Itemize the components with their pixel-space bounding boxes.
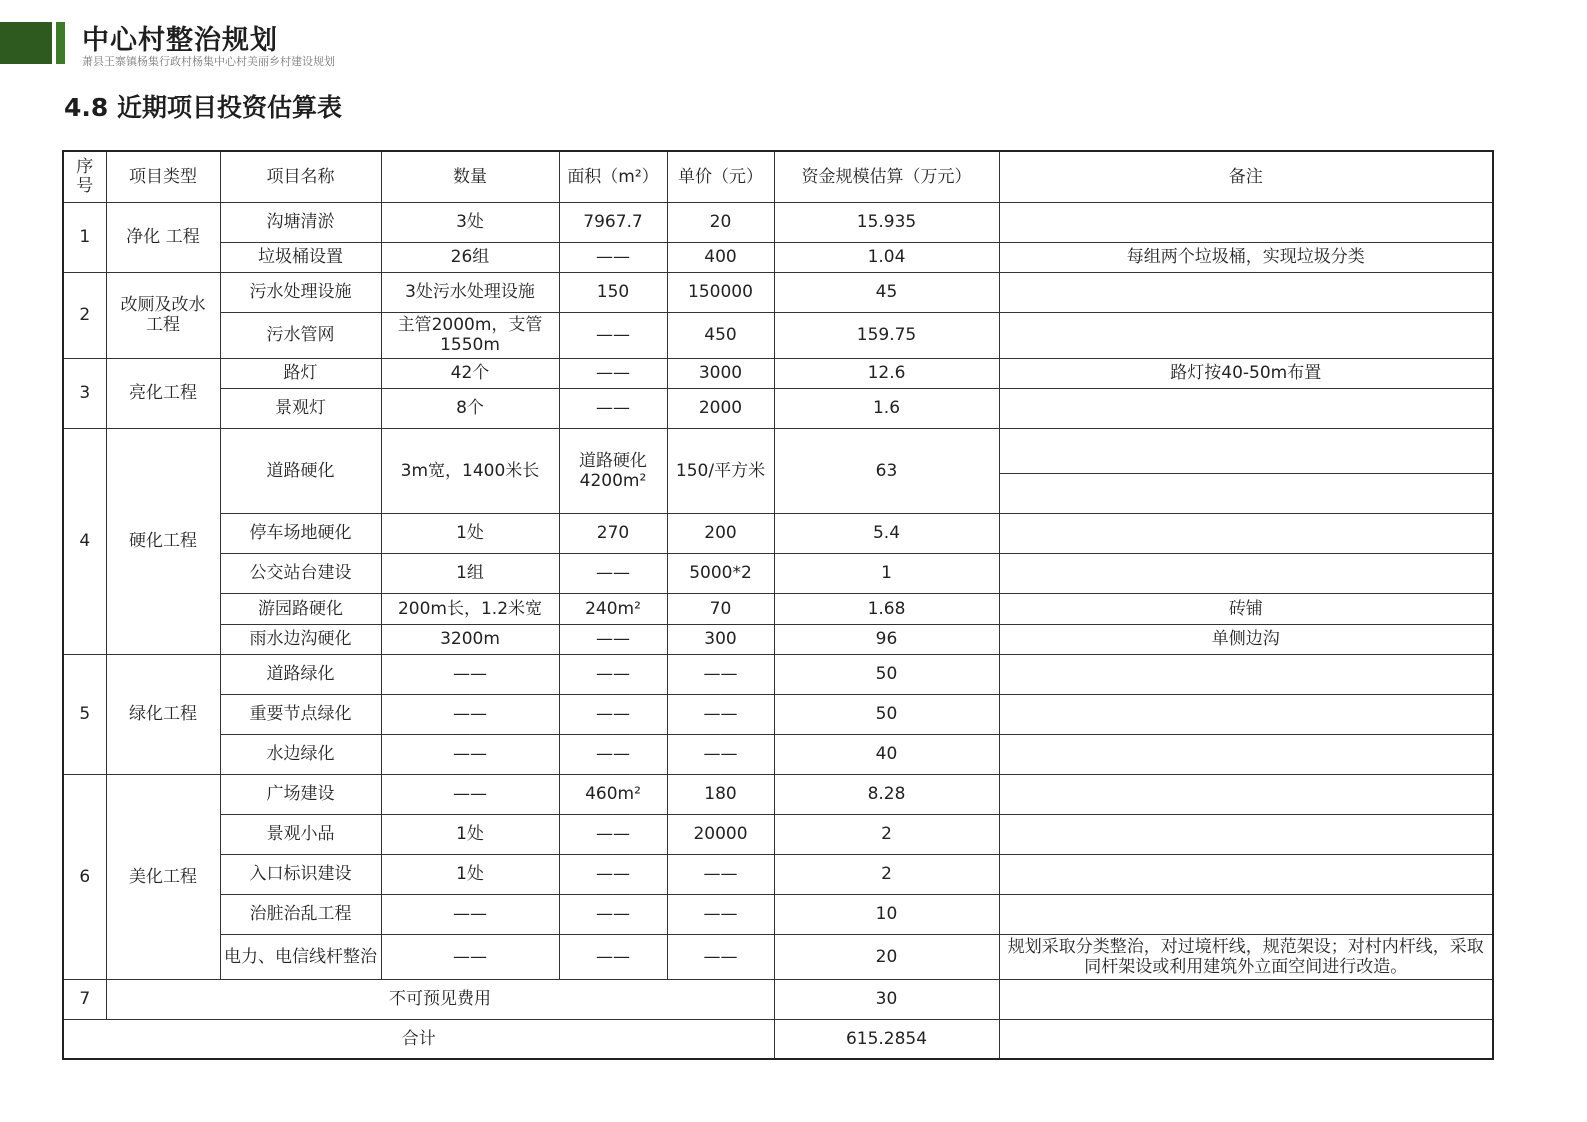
table-row (63, 428, 1493, 473)
table-row (63, 624, 1493, 654)
qty-cell: 26组 (381, 242, 559, 272)
name-cell: 雨水边沟硬化 (220, 624, 381, 654)
page-subtitle: 萧县王寨镇杨集行政村杨集中心村美丽乡村建设规划 (82, 55, 335, 68)
table-row (63, 774, 1493, 814)
price-cell: 3000 (667, 358, 774, 388)
fund-cell: 50 (774, 694, 999, 734)
logo-bar (56, 22, 65, 64)
name-cell: 道路硬化 (220, 428, 381, 513)
note-cell (999, 854, 1493, 894)
investment-table (62, 150, 1494, 1060)
note-cell (999, 814, 1493, 854)
fund-cell: 45 (774, 272, 999, 312)
name-cell: 路灯 (220, 358, 381, 388)
table-row (63, 272, 1493, 312)
seq-cell: 5 (63, 654, 106, 774)
area-cell: —— (559, 358, 667, 388)
fund-cell: 40 (774, 734, 999, 774)
name-cell: 广场建设 (220, 774, 381, 814)
fund-cell: 1.68 (774, 593, 999, 624)
type-cell: 改厕及改水工程 (106, 272, 220, 358)
qty-cell: 200m长，1.2米宽 (381, 593, 559, 624)
name-cell: 沟塘清淤 (220, 202, 381, 242)
note-cell (999, 979, 1493, 1019)
header-seq: 序号 (63, 151, 106, 202)
qty-cell: 3处污水处理设施 (381, 272, 559, 312)
area-cell: —— (559, 388, 667, 428)
qty-cell: —— (381, 774, 559, 814)
table-row (63, 934, 1493, 979)
note-cell: 规划采取分类整治，对过境杆线，规范架设；对村内杆线，采取同杆架设或利用建筑外立面空间进行改造。 (999, 934, 1493, 979)
qty-cell: 3m宽，1400米长 (381, 428, 559, 513)
table-row (63, 513, 1493, 553)
note-cell (999, 654, 1493, 694)
name-cell: 垃圾桶设置 (220, 242, 381, 272)
seq-cell: 2 (63, 272, 106, 358)
header-area: 面积（m²） (559, 151, 667, 202)
note-cell: 路灯按40-50m布置 (999, 358, 1493, 388)
header-qty: 数量 (381, 151, 559, 202)
note-cell (999, 1019, 1493, 1059)
table-row (63, 593, 1493, 624)
total-label: 合计 (63, 1019, 774, 1059)
fund-cell: 1 (774, 553, 999, 593)
fund-cell: 2 (774, 814, 999, 854)
price-cell: 180 (667, 774, 774, 814)
note-cell-extra (999, 473, 1493, 513)
note-cell (999, 694, 1493, 734)
fund-cell: 63 (774, 428, 999, 513)
price-cell: 400 (667, 242, 774, 272)
seq-cell: 3 (63, 358, 106, 428)
note-cell (999, 312, 1493, 358)
name-cell: 污水管网 (220, 312, 381, 358)
header-type: 项目类型 (106, 151, 220, 202)
price-cell: —— (667, 934, 774, 979)
name-cell: 电力、电信线杆整治 (220, 934, 381, 979)
logo-block (0, 22, 52, 64)
note-cell: 砖铺 (999, 593, 1493, 624)
table-row (63, 312, 1493, 358)
name-cell: 停车场地硬化 (220, 513, 381, 553)
qty-cell: —— (381, 654, 559, 694)
table-row (63, 694, 1493, 734)
price-cell: —— (667, 694, 774, 734)
price-cell: 70 (667, 593, 774, 624)
area-cell: 道路硬化 4200m² (559, 428, 667, 513)
note-cell (999, 513, 1493, 553)
note-cell (999, 202, 1493, 242)
fund-cell: 8.28 (774, 774, 999, 814)
price-cell: 300 (667, 624, 774, 654)
note-cell (999, 553, 1493, 593)
qty-cell: 42个 (381, 358, 559, 388)
area-cell: 240m² (559, 593, 667, 624)
type-cell: 净化 工程 (106, 202, 220, 272)
area-cell: —— (559, 854, 667, 894)
price-cell: 20000 (667, 814, 774, 854)
fund-cell: 5.4 (774, 513, 999, 553)
header-price: 单价（元） (667, 151, 774, 202)
area-cell: —— (559, 694, 667, 734)
seq-cell: 4 (63, 428, 106, 654)
price-cell: —— (667, 894, 774, 934)
fund-cell: 20 (774, 934, 999, 979)
note-cell (999, 734, 1493, 774)
unforeseen-row (63, 979, 1493, 1019)
table-row (63, 388, 1493, 428)
fund-cell: 50 (774, 654, 999, 694)
area-cell: —— (559, 894, 667, 934)
qty-cell: 1处 (381, 854, 559, 894)
price-cell: —— (667, 654, 774, 694)
qty-cell: —— (381, 934, 559, 979)
area-cell: —— (559, 814, 667, 854)
header-name: 项目名称 (220, 151, 381, 202)
qty-cell: 1组 (381, 553, 559, 593)
name-cell: 景观小品 (220, 814, 381, 854)
name-cell: 公交站台建设 (220, 553, 381, 593)
price-cell: 20 (667, 202, 774, 242)
header-fund: 资金规模估算（万元） (774, 151, 999, 202)
price-cell: 200 (667, 513, 774, 553)
type-cell: 亮化工程 (106, 358, 220, 428)
note-cell (999, 774, 1493, 814)
table-row (63, 654, 1493, 694)
note-cell (999, 272, 1493, 312)
type-cell: 硬化工程 (106, 428, 220, 654)
name-cell: 重要节点绿化 (220, 694, 381, 734)
note-cell (999, 894, 1493, 934)
area-cell: 7967.7 (559, 202, 667, 242)
unforeseen-label: 不可预见费用 (106, 979, 774, 1019)
table-row (63, 734, 1493, 774)
price-cell: 2000 (667, 388, 774, 428)
area-cell: —— (559, 934, 667, 979)
qty-cell: 3200m (381, 624, 559, 654)
area-cell: —— (559, 242, 667, 272)
fund-cell: 96 (774, 624, 999, 654)
note-cell: 单侧边沟 (999, 624, 1493, 654)
qty-cell: 1处 (381, 513, 559, 553)
header-row (63, 151, 1493, 202)
area-cell: 270 (559, 513, 667, 553)
section-title: 4.8 近期项目投资估算表 (64, 93, 342, 122)
area-cell: —— (559, 734, 667, 774)
header-note: 备注 (999, 151, 1493, 202)
fund-cell: 1.6 (774, 388, 999, 428)
price-cell: 150000 (667, 272, 774, 312)
price-cell: —— (667, 734, 774, 774)
qty-cell: 8个 (381, 388, 559, 428)
area-cell: —— (559, 553, 667, 593)
area-cell: —— (559, 312, 667, 358)
fund-cell: 2 (774, 854, 999, 894)
fund-cell: 12.6 (774, 358, 999, 388)
note-cell (999, 388, 1493, 428)
name-cell: 水边绿化 (220, 734, 381, 774)
price-cell: 450 (667, 312, 774, 358)
price-cell: 5000*2 (667, 553, 774, 593)
price-cell: —— (667, 854, 774, 894)
type-cell: 绿化工程 (106, 654, 220, 774)
table-row (63, 202, 1493, 242)
note-cell (999, 428, 1493, 473)
page-title: 中心村整治规划 (82, 25, 278, 56)
table-row (63, 854, 1493, 894)
qty-cell: 主管2000m，支管1550m (381, 312, 559, 358)
fund-cell: 10 (774, 894, 999, 934)
name-cell: 道路绿化 (220, 654, 381, 694)
fund-cell: 15.935 (774, 202, 999, 242)
area-cell: —— (559, 654, 667, 694)
area-cell: 460m² (559, 774, 667, 814)
name-cell: 景观灯 (220, 388, 381, 428)
qty-cell: 1处 (381, 814, 559, 854)
total-row (63, 1019, 1493, 1059)
qty-cell: —— (381, 894, 559, 934)
seq-cell: 7 (63, 979, 106, 1019)
qty-cell: —— (381, 694, 559, 734)
qty-cell: 3处 (381, 202, 559, 242)
name-cell: 游园路硬化 (220, 593, 381, 624)
name-cell: 治脏治乱工程 (220, 894, 381, 934)
table-row (63, 553, 1493, 593)
note-cell: 每组两个垃圾桶，实现垃圾分类 (999, 242, 1493, 272)
table-row (63, 358, 1493, 388)
name-cell: 污水处理设施 (220, 272, 381, 312)
seq-cell: 6 (63, 774, 106, 979)
name-cell: 入口标识建设 (220, 854, 381, 894)
area-cell: —— (559, 624, 667, 654)
total-fund: 615.2854 (774, 1019, 999, 1059)
qty-cell: —— (381, 734, 559, 774)
area-cell: 150 (559, 272, 667, 312)
table-row (63, 242, 1493, 272)
seq-cell: 1 (63, 202, 106, 272)
table-row (63, 814, 1493, 854)
fund-cell: 30 (774, 979, 999, 1019)
fund-cell: 1.04 (774, 242, 999, 272)
type-cell: 美化工程 (106, 774, 220, 979)
table-row (63, 894, 1493, 934)
fund-cell: 159.75 (774, 312, 999, 358)
price-cell: 150/平方米 (667, 428, 774, 513)
